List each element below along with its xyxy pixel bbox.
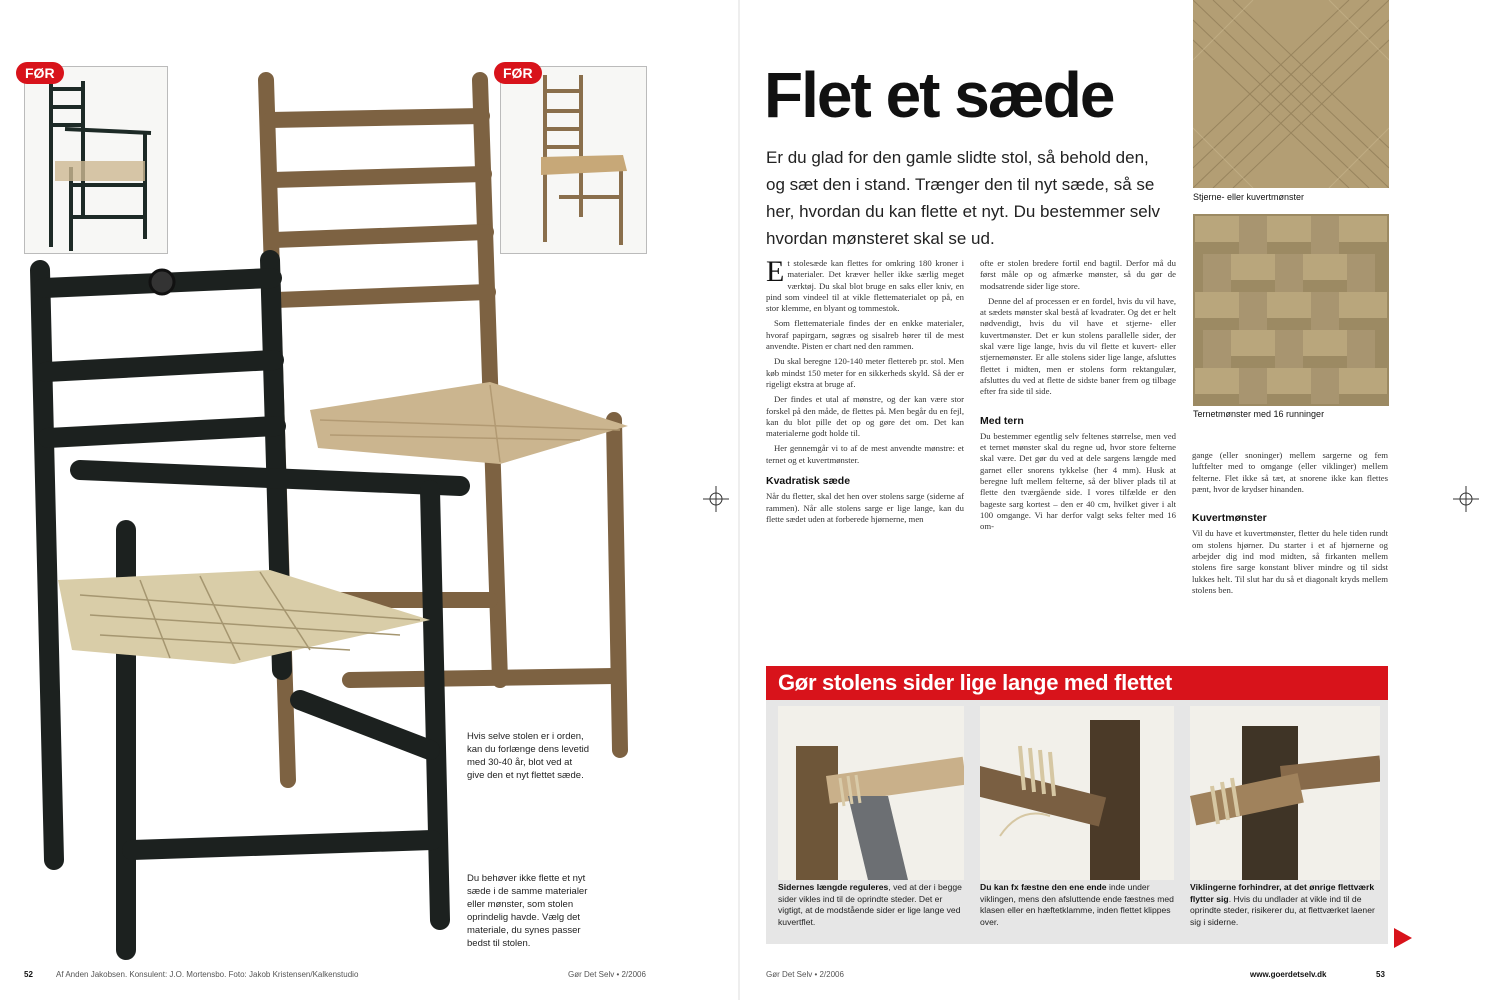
before-badge: FØR xyxy=(494,62,542,84)
paragraph: Du skal beregne 120-140 meter flettereb pr. stol. Men køb mindst 150 meter for en sikkerheds skyld. Så der er rigeligt ekstra at bruge af. xyxy=(766,356,964,389)
paragraph: Der findes et utal af mønstre, og der kan være stor forskel på den måde, de flettes på. Men begår du en fejl, kan du blot pille det op og gøre det om. Det kan materialerne godt holde til. xyxy=(766,394,964,439)
caption-lifetime: Hvis selve stolen er i orden, kan du forlænge dens levetid med 30-40 år, blot ved at give den et nyt flettet sæde. xyxy=(467,731,589,781)
step-photo-2 xyxy=(980,706,1174,880)
steps-banner: Gør stolens sider lige lange med flettet xyxy=(766,666,1388,700)
next-page-arrow-icon xyxy=(1394,928,1412,948)
body-column-3 xyxy=(1192,450,1388,600)
paragraph: gange (eller snoninger) mellem sargerne og fem luftfelter med to omgange (eller viklinger) mellem felterne. Flet ikke så tæt, at snorene ikke kan flettes pænt, hvor de krydser hinanden. xyxy=(1192,450,1388,494)
registration-mark-icon xyxy=(1453,486,1479,512)
paragraph: Du bestemmer egentlig selv feltenes størrelse, men ved et ternet mønster skal du regne ud, hvor store felterne skal være. Det gør du ved at dele sargens længde med garnet eller snorens tykkelse (her 4 mm). Husk at beregne luft mellem felterne, så der bliver plads til at flette den tværgående side. I vores tilfælde er den bageste sarg kortest – den er 40 cm, hvilket giver i alt 100 omgange. Vi har derfor valgt seks felter med 16 om- xyxy=(980,430,1176,532)
caption-materials: Du behøver ikke flette et nyt sæde i de samme materialer eller mønster, som stolen oprindelig havde. Vælg det materiale, du synes passer bedst til stolen. xyxy=(467,873,588,949)
subhead-kvadratisk: Kvadratisk sæde xyxy=(766,475,851,488)
paragraph: Denne del af processen er en fordel, hvis du vil have, at sædets mønster skal bestå af kvadrater. Og det er helt nødvendigt, hvis du vil have et stjerne- eller kuvertmønster. Det er kun stolens parallelle sider, der skal være lige lange, hvis du vil flette et kuvert- eller stjernemønster. Er alle stolens sider lige lange, afsluttes flettet i midten, men er stolens form rektangulær, afsluttes du ved at flette de sidste baner frem og tilbage efter fra side til side. xyxy=(980,295,1176,397)
steps-box xyxy=(766,666,1388,944)
paragraph: Her gennemgår vi to af de mest anvendte mønstre: et ternet og et kuvertmønster. xyxy=(766,443,964,465)
step-photo-1 xyxy=(778,706,964,880)
magazine-issue-right: Gør Det Selv • 2/2006 xyxy=(766,970,844,979)
page-gutter xyxy=(738,0,740,1000)
article-lead: Er du glad for den gamle slidte stol, så behold den, og sæt den i stand. Trænger den til nyt sæde, så se her, hvordan du kan flette et nyt. Du bestemmer selv hvordan mønsteret skal se ud. xyxy=(766,148,1161,248)
body-column-2 xyxy=(980,258,1176,537)
dropcap: E xyxy=(766,255,785,288)
step-caption-2: Du kan fx fæstne den ene ende inde under viklingen, mens den afsluttende ende fæstnes med klasen eller en hæftetklamme, inden flettet klippes over. xyxy=(980,882,1174,927)
page-number-left: 52 xyxy=(24,970,33,979)
website-url: www.goerdetselv.dk xyxy=(1250,970,1327,979)
paragraph: Når du fletter, skal det hen over stolens sarge (siderne af rammen). Når alle stolens sarge er lige lange, kan du flette sædet uden at forberede hjørnerne, men xyxy=(766,491,964,524)
registration-mark-icon xyxy=(703,486,729,512)
article-title: Flet et sæde xyxy=(764,59,1114,131)
page-number-right: 53 xyxy=(1376,970,1385,979)
paragraph: ofte er stolen bredere fortil end bagtil. Derfor må du først måle op og afmærke mønster, så du gør de modsatrende sider lige store. xyxy=(980,258,1176,291)
body-column-1 xyxy=(766,255,964,529)
photo-credits: Af Anden Jakobsen. Konsulent: J.O. Mortensbo. Foto: Jakob Kristensen/Kalkenstudio xyxy=(56,970,359,979)
checker-pattern-photo xyxy=(1193,214,1389,406)
paragraph: t stolesæde kan flettes for omkring 180 kroner i materialer. Det kræver heller ikke særlig meget værktøj. Du skal blot bruge en saks eller kniv, en pind som vindeel til at vikle flettematerialet op på, en stor klemme, en blyant og tommestok. xyxy=(766,258,964,314)
caption-star-pattern: Stjerne- eller kuvertmønster xyxy=(1193,192,1305,202)
subhead-kuvertmoenster: Kuvertmønster xyxy=(1192,512,1267,525)
paragraph: Vil du have et kuvertmønster, fletter du hele tiden rundt om stolens hjørner. Du starter i et af hjørnerne og arbejder dig ind mod midten, så firkanten mellem stolens fire sarge konstant bliver mindre og til sidst lukkes helt. Til slut har du så et diagonalt kryds mellem stolens ben. xyxy=(1192,528,1388,595)
subhead-med-tern: Med tern xyxy=(980,414,1024,427)
left-page xyxy=(0,0,740,1000)
magazine-issue-left: Gør Det Selv • 2/2006 xyxy=(568,970,646,979)
caption-tern-pattern: Ternetmønster med 16 runninger xyxy=(1193,409,1325,419)
paragraph: Som flettemateriale findes der en enkke materialer, hvoraf papirgarn, søgræs og sisalreb hører til de mest anvendte. Pisten er chart ned den rammen. xyxy=(766,318,964,352)
chairs-after-photo xyxy=(20,60,640,970)
step-caption-3: Viklingerne forhindrer, at det ønrige flettværk flytter sig. Hvis du undlader at vikle ind til de oprindte steder, risikerer du, at flettværket laener sig i siderne. xyxy=(1190,882,1375,927)
step-caption-1: Sidernes længde reguleres, ved at der i begge sider vikles ind til de oprindte steder. Det er vigtigt, at de modstående sider er lige lange ved kuvertflet. xyxy=(778,882,962,927)
step-photo-3 xyxy=(1190,706,1380,880)
before-badge: FØR xyxy=(16,62,64,84)
star-pattern-photo xyxy=(1193,0,1389,188)
